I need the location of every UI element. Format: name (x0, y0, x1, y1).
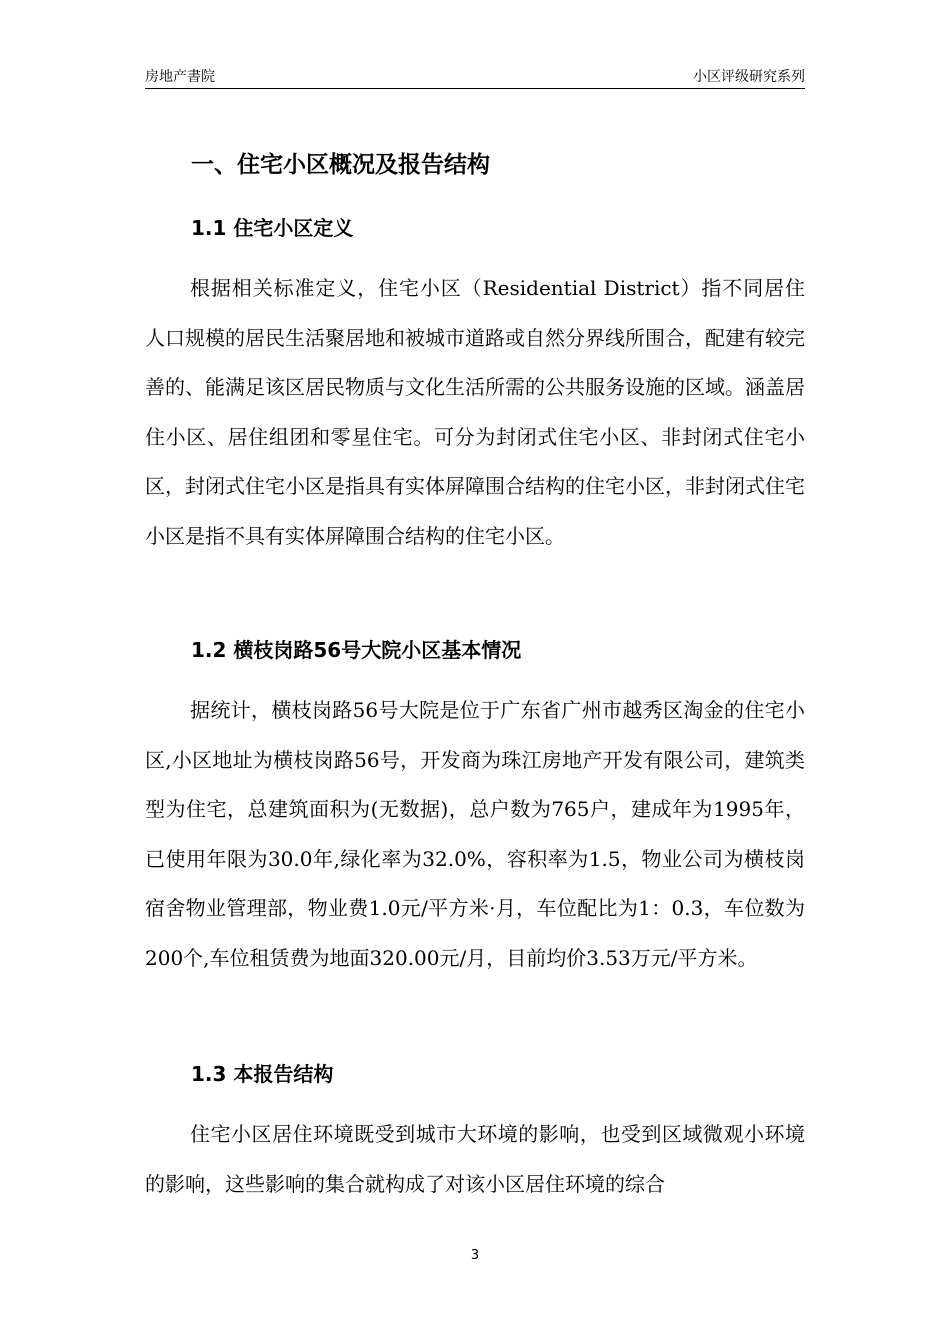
section-heading-1-2: 1.2 横枝岗路56号大院小区基本情况 (191, 638, 522, 662)
header-right-text: 小区评级研究系列 (693, 69, 805, 85)
header-left-text: 房地产書院 (145, 69, 215, 85)
page-header (145, 66, 805, 89)
section-heading-1-1: 1.1 住宅小区定义 (191, 216, 354, 240)
section-heading-1-3: 1.3 本报告结构 (191, 1062, 334, 1086)
paragraph-definition: 根据相关标准定义，住宅小区（Residential District）指不同居住人口规模的居民生活聚居地和被城市道路或自然分界线所围合，配建有较完善的、能满足该区居民物质与文化生活所需的公共服务设施的区域。涵盖居住小区、居住组团和零星住宅。可分为封闭式住宅小区、非封闭式住宅小区，封闭式住宅小区是指具有实体屏障围合结构的住宅小区，非封闭式住宅小区是指不具有实体屏障围合结构的住宅小区。 (145, 276, 805, 548)
paragraph-report-structure: 住宅小区居住环境既受到城市大环境的影响，也受到区域微观小环境的影响，这些影响的集合就构成了对该小区居住环境的综合 (145, 1122, 805, 1196)
page-number: 3 (470, 1248, 480, 1263)
paragraph-basic-info: 据统计，横枝岗路56号大院是位于广东省广州市越秀区淘金的住宅小区,小区地址为横枝岗路56号，开发商为珠江房地产开发有限公司，建筑类型为住宅，总建筑面积为(无数据)，总户数为765户，建成年为1995年，已使用年限为30.0年,绿化率为32.0%，容积率为1.5，物业公司为横枝岗宿舍物业管理部，物业费1.0元/平方米·月，车位配比为1：0.3，车位数为200个,车位租赁费为地面320.00元/月，目前均价3.53万元/平方米。 (145, 698, 805, 970)
chapter-title: 一、住宅小区概况及报告结构 (191, 152, 490, 178)
